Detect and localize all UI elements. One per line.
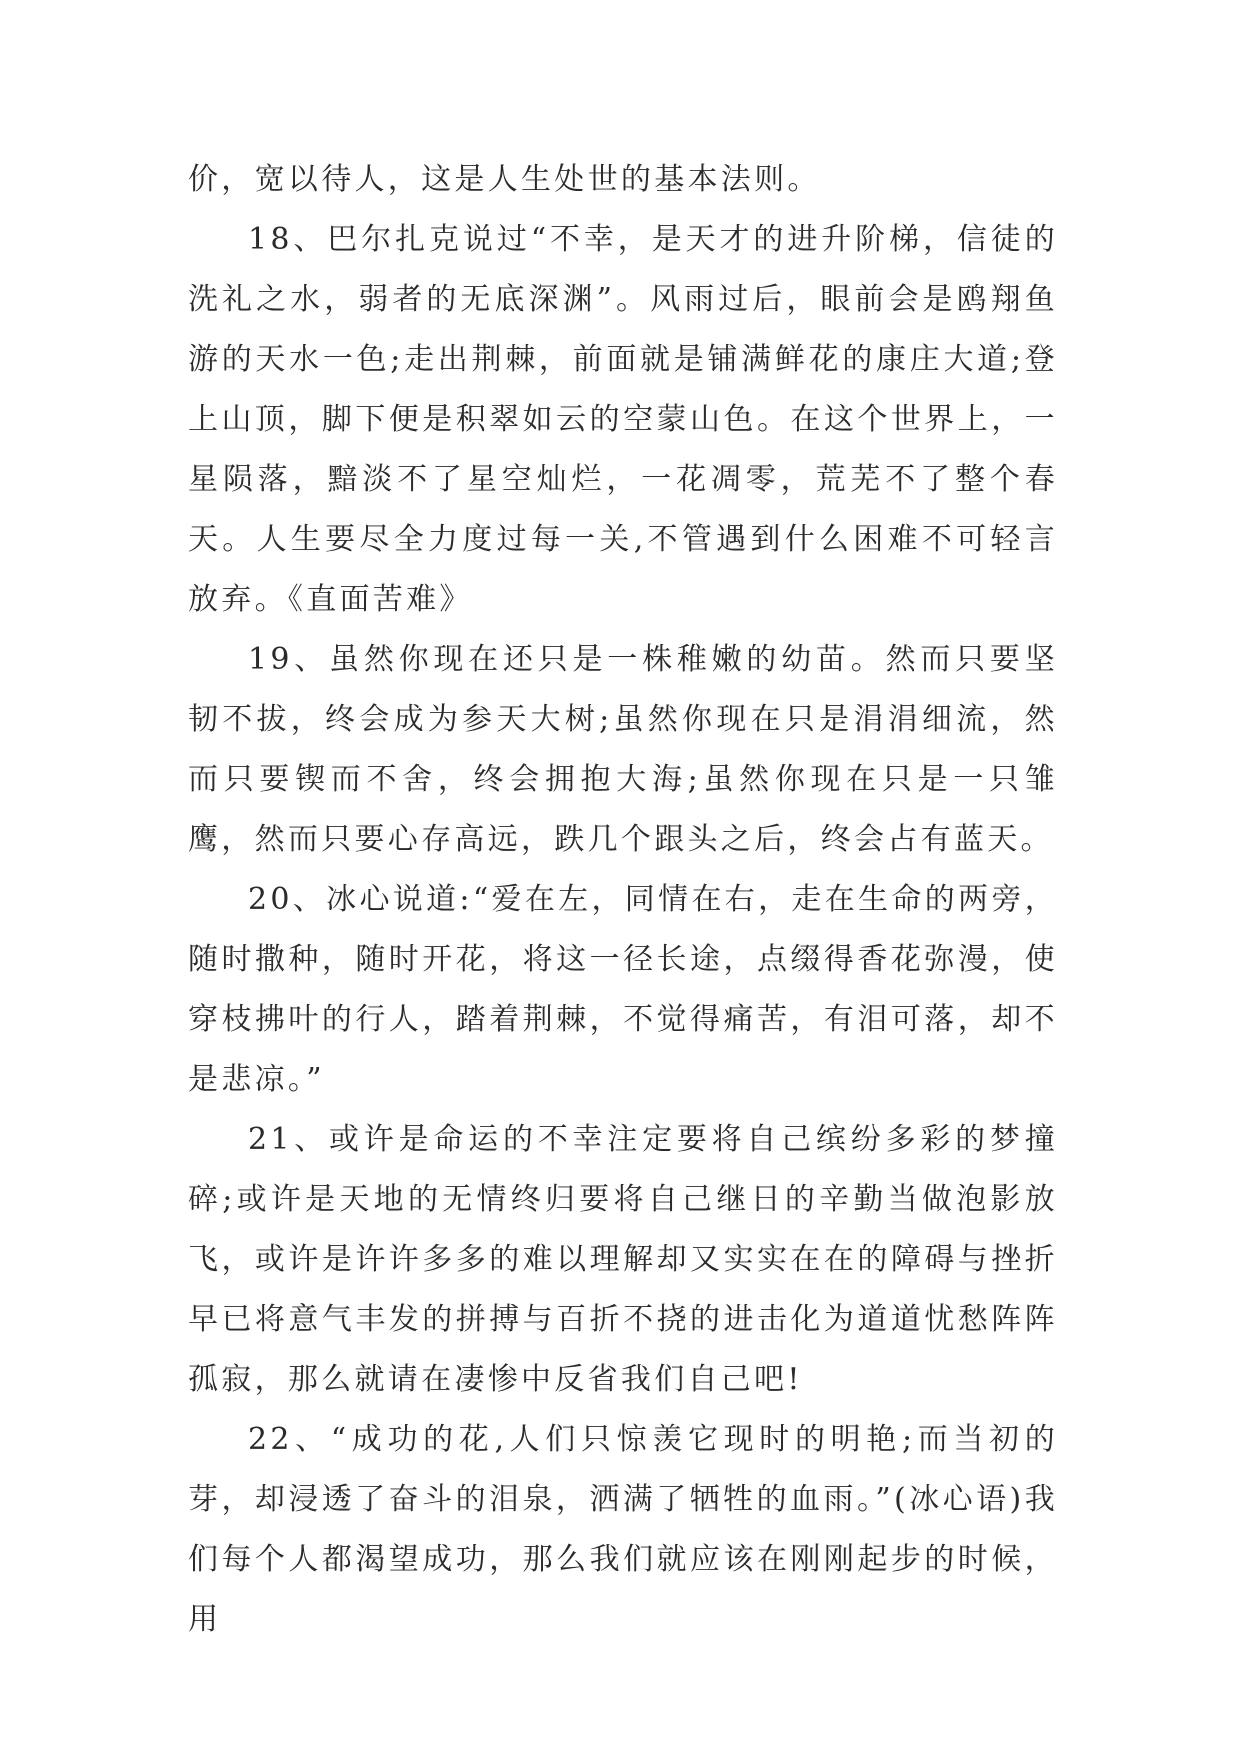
paragraph-19: 19、虽然你现在还只是一株稚嫩的幼苗。然而只要坚韧不拔，终会成为参天大树;虽然你现在只是涓涓细流，然而只要锲而不舍，终会拥抱大海;虽然你现在只是一只雏鹰，然而只要心存高远，跌几个跟头之后，终会占有蓝天。 xyxy=(188,642,1058,857)
paragraph-continuation: 价，宽以待人，这是人生处世的基本法则。 xyxy=(188,162,821,197)
paragraph-21: 21、或许是命运的不幸注定要将自己缤纷多彩的梦撞碎;或许是天地的无情终归要将自己继日的辛勤当做泡影放飞，或许是许许多多的难以理解却又实实在在的障碍与挫折早已将意气丰发的拼搏与百折不挠的进击化为道道忧愁阵阵孤寂，那么就请在凄惨中反省我们自己吧! xyxy=(188,1122,1058,1397)
paragraph-18: 18、巴尔扎克说过“不幸，是天才的进升阶梯，信徒的洗礼之水，弱者的无底深渊”。风雨过后，眼前会是鸥翔鱼游的天水一色;走出荆棘，前面就是铺满鲜花的康庄大道;登上山顶，脚下便是积翠如云的空蒙山色。在这个世界上，一星陨落，黯淡不了星空灿烂，一花凋零，荒芜不了整个春天。人生要尽全力度过每一关,不管遇到什么困难不可轻言放弃。《直面苦难》 xyxy=(188,222,1058,617)
paragraph-20: 20、冰心说道:“爱在左，同情在右，走在生命的两旁，随时撒种，随时开花，将这一径长途，点缀得香花弥漫，使穿枝拂叶的行人，踏着荆棘，不觉得痛苦，有泪可落，却不是悲凉。” xyxy=(188,882,1058,1097)
paragraph-22: 22、“成功的花,人们只惊羡它现时的明艳;而当初的芽，却浸透了奋斗的泪泉，洒满了牺牲的血雨。”(冰心语)我们每个人都渴望成功，那么我们就应该在刚刚起步的时候，用 xyxy=(188,1422,1058,1637)
document-body xyxy=(188,150,1058,1650)
